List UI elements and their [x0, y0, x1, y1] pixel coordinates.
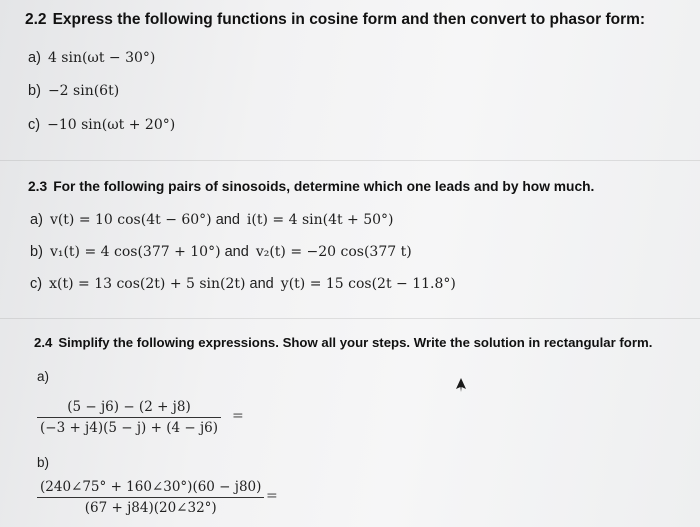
- fraction-bar: [37, 497, 264, 498]
- problem-2-4-number: 2.4: [34, 335, 53, 350]
- problem-2-4-part-a-equals: =: [232, 408, 244, 424]
- item-expression-2: i(t) = 4 sin(4t + 50°): [246, 212, 394, 228]
- fraction-denominator: (67 + j84)(20∠32°): [84, 500, 217, 516]
- item-expression: −2 sin(6t): [47, 83, 120, 99]
- problem-2-3-item-c: [30, 276, 456, 292]
- problem-2-2-heading-text: Express the following functions in cosine form and then convert to phasor form:: [52, 11, 646, 28]
- fraction-denominator: (−3 + j4)(5 − j) + (4 − j6): [40, 420, 218, 436]
- item-expression-2: v₂(t) = −20 cos(377 t): [255, 244, 412, 260]
- item-expression: 4 sin(ωt − 30°): [47, 50, 156, 66]
- problem-2-2-item-b: [28, 83, 119, 99]
- item-label: b): [30, 244, 43, 260]
- item-label: a): [28, 50, 41, 66]
- section-divider: [0, 160, 700, 161]
- problem-2-3-number: 2.3: [28, 179, 48, 194]
- item-label: c): [30, 276, 43, 292]
- item-expression-1: v₁(t) = 4 cos(377 + 10°): [49, 244, 221, 260]
- fraction-bar: [37, 417, 221, 418]
- problem-2-2-item-c: [28, 117, 175, 133]
- problem-2-2-item-a: [28, 50, 155, 66]
- item-label: b): [28, 83, 41, 99]
- problem-2-4-part-a-label: a): [37, 369, 50, 384]
- problem-2-4-part-b-label: b): [37, 455, 50, 470]
- fraction-numerator: (240∠75° + 160∠30°)(60 − j80): [40, 479, 262, 495]
- item-expression-1: v(t) = 10 cos(4t − 60°): [49, 212, 212, 228]
- problem-2-2-number: 2.2: [25, 11, 47, 28]
- item-expression-2: y(t) = 15 cos(2t − 11.8°): [280, 276, 456, 292]
- problem-2-3-item-a: [30, 212, 394, 228]
- problem-2-3-heading-text: For the following pairs of sinosoids, determine which one leads and by how much.: [53, 179, 595, 194]
- item-label: a): [30, 212, 43, 228]
- mouse-pointer-icon: [455, 377, 467, 393]
- problem-2-4-heading: [34, 335, 652, 350]
- problem-2-3-item-b: [30, 244, 412, 260]
- item-joiner: and: [215, 212, 240, 228]
- section-divider: [0, 318, 700, 319]
- problem-2-4-heading-text: Simplify the following expressions. Show all your steps. Write the solution in rectangular form.: [58, 335, 653, 350]
- problem-2-4-part-b-fraction: [37, 479, 264, 516]
- problem-2-4-part-a-fraction: [37, 399, 221, 436]
- item-joiner: and: [249, 276, 274, 292]
- item-label: c): [28, 117, 41, 133]
- item-expression: −10 sin(ωt + 20°): [47, 117, 176, 133]
- fraction-numerator: (5 − j6) − (2 + j8): [67, 399, 191, 415]
- problem-2-3-heading: [28, 179, 594, 194]
- problem-2-2-heading: [25, 11, 645, 29]
- item-expression-1: x(t) = 13 cos(2t) + 5 sin(2t): [49, 276, 246, 292]
- problem-2-4-part-b-equals: =: [266, 488, 278, 504]
- item-joiner: and: [224, 244, 249, 260]
